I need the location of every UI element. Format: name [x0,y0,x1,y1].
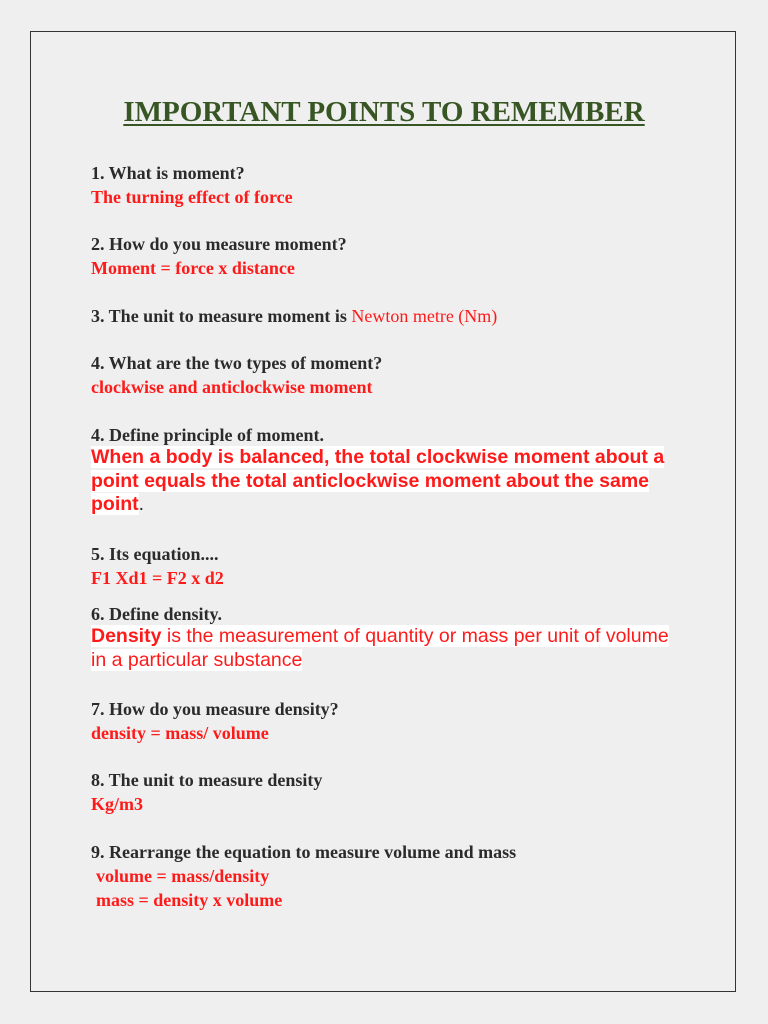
question-8: 7. How do you measure density? [91,699,339,719]
answer-5-line-3 [91,493,691,517]
question-10: 9. Rearrange the equation to measure volume and mass [91,842,517,862]
answer-10-mass: mass = density x volume [96,890,283,910]
answer-7-line-2 [91,649,691,673]
question-1: 1. What is moment? [91,163,245,183]
question-6: 5. Its equation.... [91,544,219,564]
answer-5 [91,446,691,517]
answer-8: density = mass/ volume [91,723,269,743]
answer-6: F1 Xd1 = F2 x d2 [91,568,224,588]
answer-7-term: Density [91,625,162,647]
answer-5-line-3-text: point [91,493,139,515]
answer-5-line-2 [91,470,691,494]
answer-7-line-2-text: in a particular substance [91,648,303,671]
answer-4: clockwise and anticlockwise moment [91,377,373,397]
question-3 [91,305,497,327]
answer-5-line-1-text: When a body is balanced, the total clockwise moment about a [91,446,665,468]
question-3-text: 3. The unit to measure moment is [91,306,352,326]
question-9: 8. The unit to measure density [91,770,323,790]
answer-3: Newton metre (Nm) [351,306,498,326]
question-2: 2. How do you measure moment? [91,234,347,254]
answer-1: The turning effect of force [91,187,293,207]
answer-5-line-1 [91,446,691,470]
answer-5-period: . [138,493,145,515]
question-5: 4. Define principle of moment. [91,425,324,445]
question-7: 6. Define density. [91,604,223,624]
answer-10-volume: volume = mass/density [96,866,270,886]
answer-2: Moment = force x distance [91,258,295,278]
answer-7 [91,625,691,672]
answer-5-line-2-text: point equals the total anticlockwise moment about the same [91,469,650,492]
page-title: IMPORTANT POINTS TO REMEMBER [123,96,645,128]
answer-7-line-1-rest: is the measurement of quantity or mass per unit of volume [161,625,669,647]
answer-7-line-1 [91,625,691,649]
question-4: 4. What are the two types of moment? [91,353,383,373]
answer-9: Kg/m3 [91,794,143,814]
